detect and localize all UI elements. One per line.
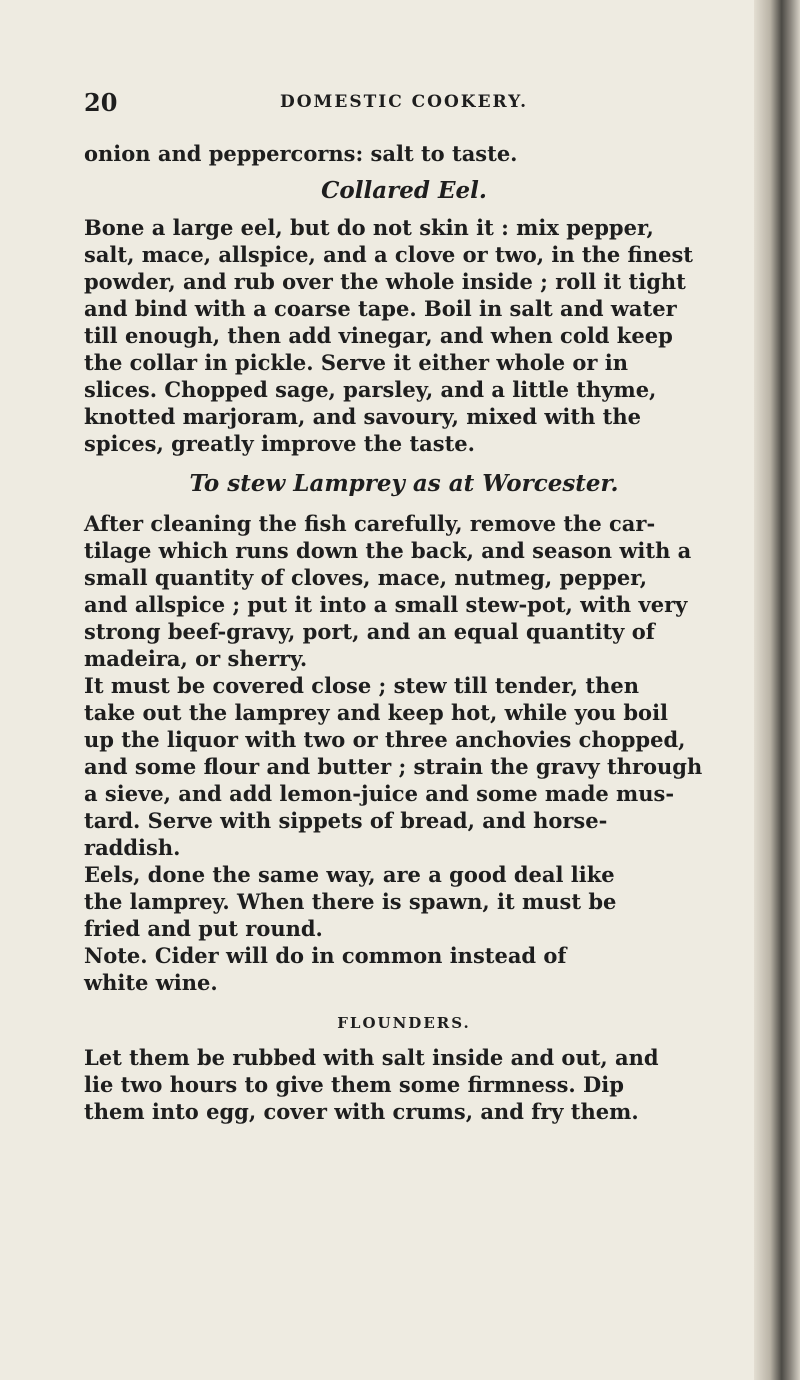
- text-line: take out the lamprey and keep hot, while you boil: [84, 700, 669, 725]
- text-line: fried and put round.: [84, 916, 323, 941]
- text-line: lie two hours to give them some firmness. Dip: [84, 1072, 624, 1097]
- recipe-heading-flounders: FLOUNDERS.: [337, 1014, 471, 1032]
- text-line: raddish.: [84, 835, 181, 860]
- text-line: them into egg, cover with crums, and fry them.: [84, 1099, 639, 1124]
- text-line: and bind with a coarse tape. Boil in salt and water: [84, 296, 677, 321]
- text-line: tilage which runs down the back, and season with a: [84, 538, 692, 563]
- text-line: salt, mace, allspice, and a clove or two, in the finest: [84, 242, 693, 267]
- text-line: and some flour and butter ; strain the gravy through: [84, 754, 703, 779]
- text-line: small quantity of cloves, mace, nutmeg, pepper,: [84, 565, 648, 590]
- recipe-heading-lamprey: To stew Lamprey as at Worcester.: [189, 470, 619, 497]
- text-line: white wine.: [84, 970, 218, 995]
- text-line: till enough, then add vinegar, and when cold keep: [84, 323, 673, 348]
- text-line: Note. Cider will do in common instead of: [84, 943, 567, 968]
- text-line: the lamprey. When there is spawn, it must be: [84, 889, 617, 914]
- text-line: and allspice ; put it into a small stew-pot, with very: [84, 592, 688, 617]
- text-line: onion and peppercorns: salt to taste.: [84, 141, 518, 166]
- text-line: After cleaning the fish carefully, remove the car-: [84, 511, 656, 536]
- text-line: It must be covered close ; stew till tender, then: [84, 673, 639, 698]
- text-line: Eels, done the same way, are a good deal like: [84, 862, 615, 887]
- text-line: spices, greatly improve the taste.: [84, 431, 475, 456]
- page-number: 20: [84, 88, 118, 117]
- recipe-heading-collared-eel: Collared Eel.: [321, 177, 487, 204]
- text-line: knotted marjoram, and savoury, mixed with the: [84, 404, 641, 429]
- running-head: DOMESTIC COOKERY.: [280, 92, 529, 112]
- text-line: madeira, or sherry.: [84, 646, 308, 671]
- text-line: Let them be rubbed with salt inside and out, and: [84, 1045, 659, 1070]
- page-gutter-shadow: [754, 0, 800, 1380]
- page-header: [84, 88, 724, 122]
- text-line: powder, and rub over the whole inside ; roll it tight: [84, 269, 686, 294]
- text-line: slices. Chopped sage, parsley, and a little thyme,: [84, 377, 657, 402]
- text-line: Bone a large eel, but do not skin it : mix pepper,: [84, 215, 654, 240]
- text-line: strong beef-gravy, port, and an equal quantity of: [84, 619, 655, 644]
- text-line: tard. Serve with sippets of bread, and horse-: [84, 808, 608, 833]
- text-line: the collar in pickle. Serve it either whole or in: [84, 350, 629, 375]
- text-line: a sieve, and add lemon-juice and some made mus-: [84, 781, 675, 806]
- text-line: up the liquor with two or three anchovies chopped,: [84, 727, 686, 752]
